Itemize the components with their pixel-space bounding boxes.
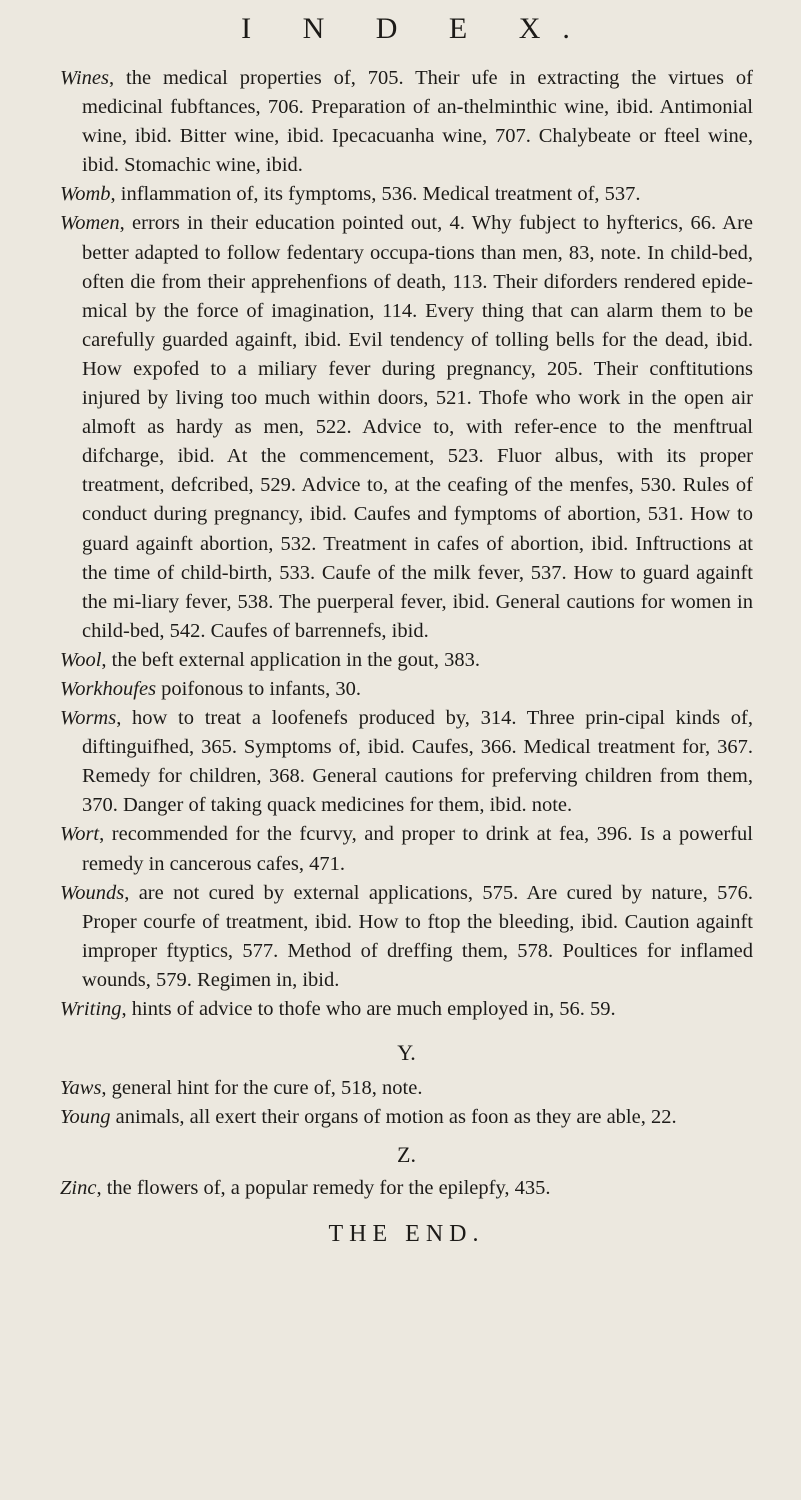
entry-wines [60,64,753,180]
entry-text: , how to treat a loofenefs produced by, 314. Three prin-cipal kinds of, diftinguifhed, 365. Symptoms of, ibid. Caufes, 366. Medical treatment for, 367. Remedy for children, 368. General cautions for preferving children from them, 370. Danger of taking quack medicines for them, ibid. note. [82,707,753,817]
entry-headword: Wort [60,823,100,846]
entry-headword: Workhoufes [60,677,157,700]
entry-workhoufes [60,675,753,704]
entry-wool [60,646,753,675]
entry-headword: Zinc [60,1177,97,1200]
entry-headword: Young [60,1106,111,1129]
section-y [60,1038,753,1132]
entry-women [60,209,753,645]
entry-zinc [60,1174,753,1203]
entry-text: , the flowers of, a popular remedy for the epilepfy, 435. [96,1177,551,1200]
section-letter-y: Y. [397,1040,416,1066]
entry-text: , inflammation of, its fymptoms, 536. Medical treatment of, 537. [110,183,641,206]
entry-headword: Writing [60,998,122,1020]
entry-text: , are not cured by external applications, 575. Are cured by nature, 576. Proper courfe of treatment, ibid. How to ftop the bleeding, ibid. Caution againft improper ftyptics, 577. Method of dreffing them, 578. Poultices for inflamed wounds, 579. Regimen in, ibid. [82,881,753,991]
section-letter-z: Z. [397,1142,416,1168]
entry-headword: Worms [60,707,117,730]
entry-text: , recommended for the fcurvy, and proper to drink at fea, 396. Is a powerful remedy in cancerous cafes, 471. [82,823,753,875]
entry-text: , errors in their education pointed out, 4. Why fubject to hyfterics, 66. Are better adapted to follow fedentary occupa-tions than men, 83, note. In child-bed, often die from their apprehenfions of death, 113. Their diforders rendered epide-mical by the force of imagination, 114. Every thing that can alarm them to be carefully guarded againft, ibid. Evil tendency of tolling bells for the dead, ibid. How expofed to a miliary fever during pregnancy, 205. Their conftitutions injured by living too much within doors, 521. Thofe who work in the open air almoft as hardy as men, 522. Advice to, with refer-ence to the menftrual difcharge, ibid. At the commencement, 523. Fluor albus, with its proper treatment, defcribed, 529. Advice to, at the ceafing of the menfes, 530. Rules of conduct during pregnancy, ibid. Caufes and fymptoms of abortion, 531. How to guard againft abortion, 532. Treatment in cafes of abortion, ibid. Inftructions at the time of child-birth, 533. Caufe of the milk fever, 537. How to guard againft the mi-liary fever, 538. The puerperal fever, ibid. General cautions for women in child-bed, 542. Caufes of barrennefs, ibid. [82,212,753,642]
page-header-title: I N D E X. [241,12,592,45]
entry-womb [60,180,753,209]
entry-young [60,1103,753,1132]
section-w [60,64,753,1024]
entry-headword: Wounds [60,881,125,904]
entry-worms [60,704,753,820]
the-end: THE END. [328,1221,485,1248]
entry-writing [60,995,753,1024]
entry-headword: Wines [60,67,109,89]
entry-text: , hints of advice to thofe who are much employed in, 56. 59. [121,998,616,1020]
entry-yaws [60,1074,753,1103]
entry-headword: Wool [60,648,102,671]
entry-wounds [60,879,753,995]
entry-headword: Womb [60,183,111,206]
entry-wort [60,820,753,878]
index-entries [60,64,753,1248]
entry-headword: Women [60,212,120,235]
entry-text: , the medical properties of, 705. Their ufe in extracting the virtues of medicinal fubftances, 706. Preparation of an-thelminthic wine, ibid. Antimonial wine, ibid. Bitter wine, ibid. Ipecacuanha wine, 707. Chalybeate or fteel wine, ibid. Stomachic wine, ibid. [82,67,753,177]
entry-text: animals, all exert their organs of motion as foon as they are able, 22. [110,1106,677,1129]
entry-text: , general hint for the cure of, 518, note. [101,1077,423,1100]
entry-text: , the beft external application in the gout, 383. [101,648,480,671]
section-z [60,1140,753,1203]
entry-headword: Yaws [60,1077,102,1100]
entry-text: poifonous to infants, 30. [156,677,362,700]
